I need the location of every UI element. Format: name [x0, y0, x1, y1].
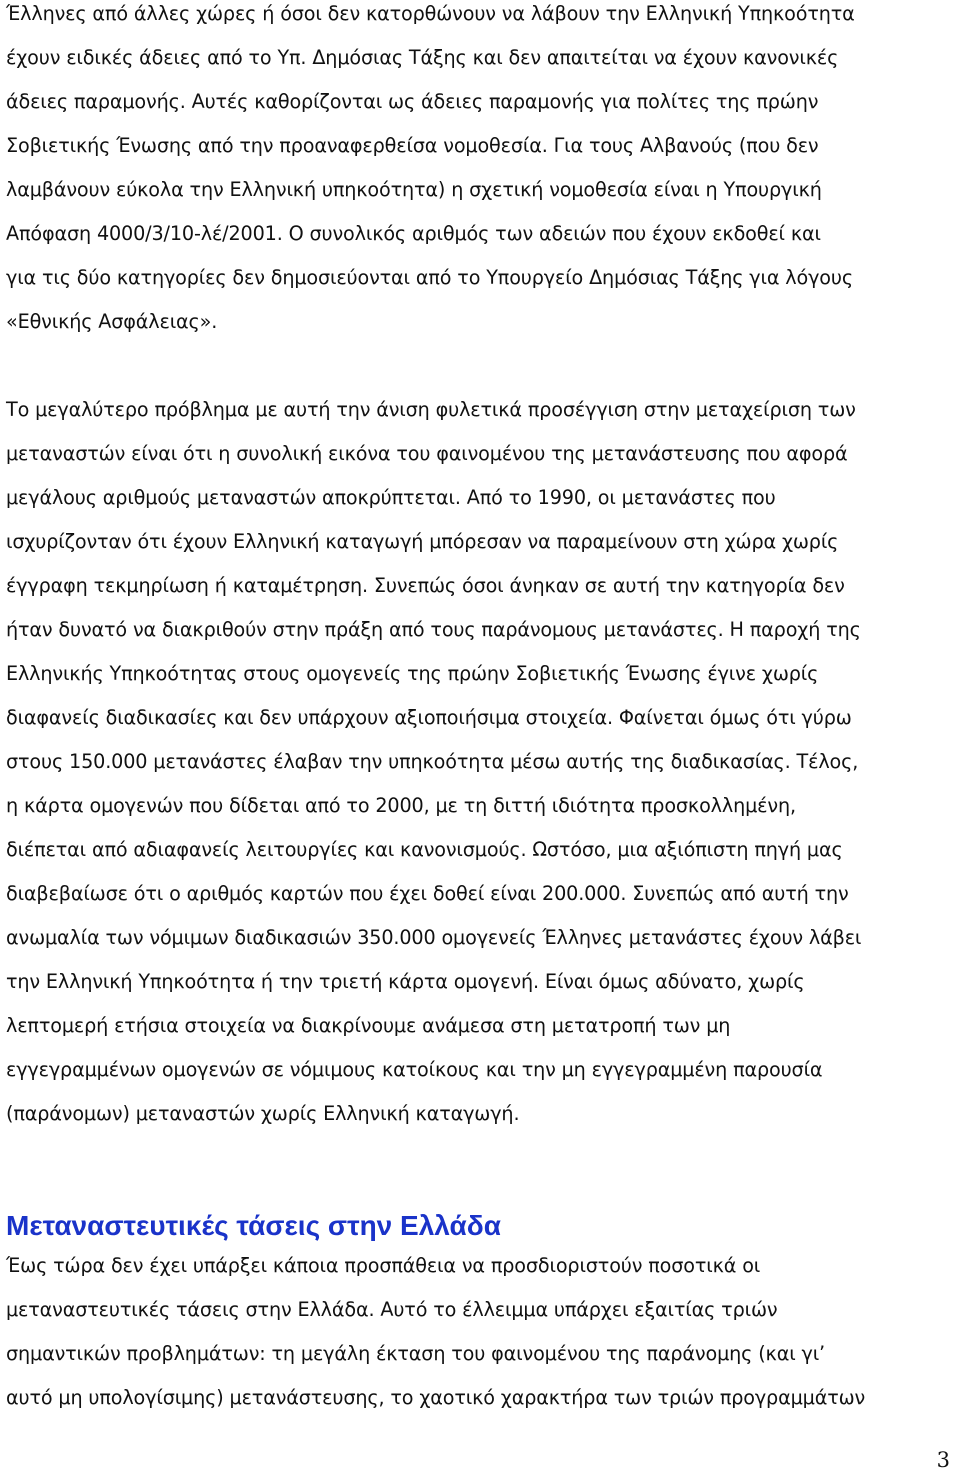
text-line: άδειες παραμονής. Αυτές καθορίζονται ως άδειες παραμονής για πολίτες της πρώην: [6, 90, 819, 113]
text-line: στους 150.000 μετανάστες έλαβαν την υπηκοότητα μέσω αυτής της διαδικασίας. Τέλος,: [6, 750, 859, 773]
page-number: 3: [936, 1448, 950, 1472]
text-line: διαφανείς διαδικασίες και δεν υπάρχουν αξιοποιήσιμα στοιχεία. Φαίνεται όμως ότι γύρω: [6, 706, 852, 729]
text-line: μεταναστευτικές τάσεις στην Ελλάδα. Αυτό το έλλειμμα υπάρχει εξαιτίας τριών: [6, 1298, 778, 1321]
text-line: μεγάλους αριθμούς μεταναστών αποκρύπτεται. Από το 1990, οι μετανάστες που: [6, 486, 776, 509]
text-line: την Ελληνική Υπηκοότητα ή την τριετή κάρτα ομογενή. Είναι όμως αδύνατο, χωρίς: [6, 970, 805, 993]
text-line: εγγεγραμμένων ομογενών σε νόμιμους κατοίκους και την μη εγγεγραμμένη παρουσία: [6, 1058, 823, 1081]
text-line: Το μεγαλύτερο πρόβλημα με αυτή την άνιση φυλετικά προσέγγιση στην μεταχείριση των: [6, 398, 856, 421]
text-line: η κάρτα ομογενών που δίδεται από το 2000, με τη διττή ιδιότητα προσκολλημένη,: [6, 794, 796, 817]
section-heading: Μεταναστευτικές τάσεις στην Ελλάδα: [6, 1210, 501, 1241]
text-line: ανωμαλία των νόμιμων διαδικασιών 350.000 ομογενείς Έλληνες μετανάστες έχουν λάβει: [6, 926, 862, 949]
text-line: σημαντικών προβλημάτων: τη μεγάλη έκταση του φαινομένου της παράνομης (και γι’: [6, 1342, 825, 1365]
text-line: Σοβιετικής Ένωσης από την προαναφερθείσα νομοθεσία. Για τους Αλβανούς (που δεν: [6, 134, 819, 157]
text-line: έγγραφη τεκμηρίωση ή καταμέτρηση. Συνεπώς όσοι άνηκαν σε αυτή την κατηγορία δεν: [6, 574, 845, 597]
text-line: λεπτομερή ετήσια στοιχεία να διακρίνουμε ανάμεσα στη μετατροπή των μη: [6, 1014, 731, 1037]
text-line: για τις δύο κατηγορίες δεν δημοσιεύονται από το Υπουργείο Δημόσιας Τάξης για λόγους: [6, 266, 853, 289]
text-line: Ελληνικής Υπηκοότητας στους ομογενείς της πρώην Σοβιετικής Ένωσης έγινε χωρίς: [6, 662, 819, 685]
text-line: Έλληνες από άλλες χώρες ή όσοι δεν κατορθώνουν να λάβουν την Ελληνική Υπηκοότητα: [6, 2, 855, 25]
text-line: λαμβάνουν εύκολα την Ελληνική υπηκοότητα) η σχετική νομοθεσία είναι η Υπουργική: [6, 178, 822, 201]
text-line: έχουν ειδικές άδειες από το Υπ. Δημόσιας Τάξης και δεν απαιτείται να έχουν κανονικές: [6, 46, 839, 69]
text-line: Απόφαση 4000/3/10-λέ/2001. Ο συνολικός αριθμός των αδειών που έχουν εκδοθεί και: [6, 222, 821, 245]
text-line: «Εθνικής Ασφάλειας».: [6, 310, 218, 333]
text-line: μεταναστών είναι ότι η συνολική εικόνα του φαινομένου της μετανάστευσης που αφορά: [6, 442, 848, 465]
text-line: ισχυρίζονταν ότι έχουν Ελληνική καταγωγή μπόρεσαν να παραμείνουν στη χώρα χωρίς: [6, 530, 839, 553]
text-line: αυτό μη υπολογίσιμης) μετανάστευσης, το χαοτικό χαρακτήρα των τριών προγραμμάτων: [6, 1386, 866, 1409]
text-line: διέπεται από αδιαφανείς λειτουργίες και κανονισμούς. Ωστόσο, μια αξιόπιστη πηγή μας: [6, 838, 843, 861]
text-line: ήταν δυνατό να διακριθούν στην πράξη από τους παράνομους μετανάστες. Η παροχή της: [6, 618, 861, 641]
text-line: διαβεβαίωσε ότι ο αριθμός καρτών που έχει δοθεί είναι 200.000. Συνεπώς από αυτή την: [6, 882, 849, 905]
text-line: Έως τώρα δεν έχει υπάρξει κάποια προσπάθεια να προσδιοριστούν ποσοτικά οι: [6, 1254, 761, 1277]
text-line: (παράνομων) μεταναστών χωρίς Ελληνική καταγωγή.: [6, 1102, 520, 1125]
